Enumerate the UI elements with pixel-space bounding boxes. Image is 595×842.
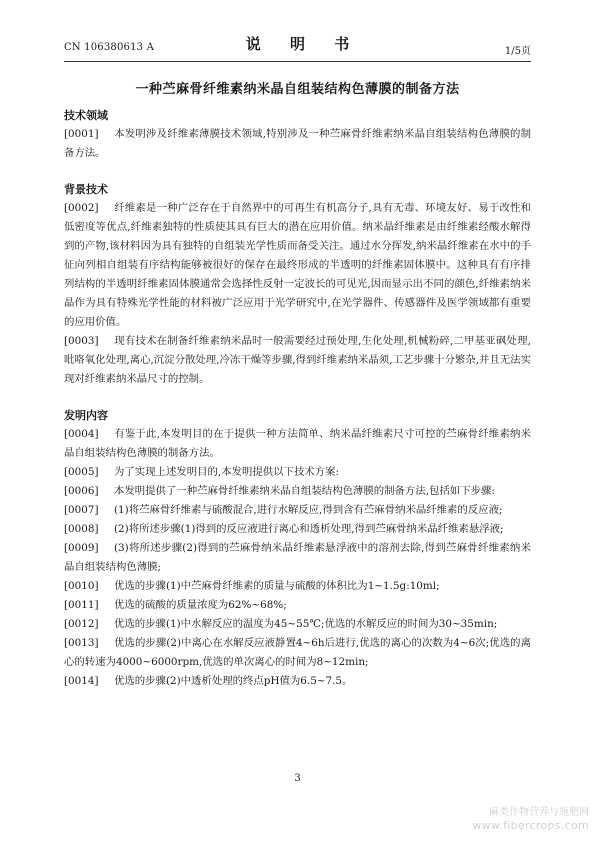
paragraph-number: [0008] [64,523,99,535]
paragraph-number: [0004] [64,428,99,440]
paragraph-number: [0012] [64,618,99,630]
paragraph [64,520,531,539]
paragraph-number: [0001] [64,128,99,140]
watermark-site-name: 麻类作物营养与施肥网 [489,807,589,818]
paragraph-number: [0010] [64,580,99,592]
document-title: 一种苎麻骨纤维素纳米晶自组装结构色薄膜的制备方法 [135,82,460,97]
section-heading-invention: 发明内容 [64,409,108,422]
header-divider [64,61,531,62]
paragraph-number: [0007] [64,504,99,516]
site-watermark [472,806,589,832]
paragraph-text: 优选的步骤(2)中离心在水解反应液静置4~6h后进行,优选的离心的次数为4~6次;优选的离心的转速为4000~6000rpm,优选的单次离心的时间为8~12min; [64,637,531,668]
paragraph [64,596,531,615]
paragraph [64,463,531,482]
paragraph-text: (2)将所述步骤(1)得到的反应液进行离心和透析处理,得到苎麻骨纳米晶纤维素悬浮液; [114,523,504,535]
paragraph-number: [0002] [64,202,99,214]
document-type: 说 明 书 [245,35,362,53]
paragraph-text: 有鉴于此,本发明目的在于提供一种方法简单、纳米晶纤维素尺寸可控的苎麻骨纤维素纳米晶自组装结构色薄膜的制备方法。 [64,428,531,459]
paragraph-text: 本发明涉及纤维素薄膜技术领域,特别涉及一种苎麻骨纤维素纳米晶自组装结构色薄膜的制备方法。 [64,128,531,159]
page-number: 3 [294,773,301,784]
publication-number: CN 106380613 A [64,42,155,53]
paragraph [64,577,531,596]
paragraph [64,672,531,691]
watermark-url: www.fibercrops.com [472,819,589,832]
paragraph-text: 优选的步骤(2)中透析处理的终点pH值为6.5~7.5。 [114,675,353,687]
paragraph-text: 纤维素是一种广泛存在于自然界中的可再生有机高分子,具有无毒、环境友好、易于改性和低密度等优点,纤维素独特的性质使其具有巨大的潜在应用价值。纳米晶纤维素是由纤维素经酸水解得到的产物,该材料因为具有独特的自组装光学性质而备受关注。通过水分挥发,纳米晶纤维素在水中的手征向列相自组装有序结构能够被很好的保存在最终形成的半透明的纤维素固体膜中。这种具有有序排列结构的半透明纤维素固体膜通常会选择性反射一定波长的可见光,因而显示出不同的颜色,纤维素纳米晶作为具有特殊光学性能的材料被广泛应用于光学研究中,在光学器件、传感器件及医学领域都有重要的应用价值。 [64,202,531,328]
paragraph [64,634,531,672]
paragraph [64,615,531,634]
paragraph-text: 现有技术在制备纤维素纳米晶时一般需要经过预处理,生化处理,机械粉碎,二甲基亚砜处理,吡咯氧化处理,离心,沉淀分散处理,冷冻干燥等步骤,得到纤维素纳米晶须,工艺步骤十分繁杂,并且无法实现对纤维素纳米晶尺寸的控制。 [64,335,531,385]
paragraph [64,482,531,501]
paragraph [64,501,531,520]
paragraph-number: [0013] [64,637,99,649]
paragraph-number: [0014] [64,675,99,687]
paragraph [64,125,531,163]
paragraph-text: 优选的步骤(1)中水解反应的温度为45~55℃;优选的水解反应的时间为30~35min; [114,618,498,630]
paragraph [64,425,531,463]
page-indicator: 1/5页 [504,46,531,57]
paragraph-number: [0003] [64,335,99,347]
paragraph-text: (1)将苎麻骨纤维素与硫酸混合,进行水解反应,得到含有苎麻骨纳米晶纤维素的反应液; [114,504,503,516]
page-header [64,32,531,62]
paragraph-text: 优选的硫酸的质量浓度为62%~68%; [114,599,287,611]
paragraph-text: (3)将所述步骤(2)得到的苎麻骨纳米晶纤维素悬浮液中的溶剂去除,得到苎麻骨纤维素纳米晶自组装结构色薄膜; [64,542,531,573]
paragraph-number: [0006] [64,485,99,497]
paragraph [64,539,531,577]
paragraph [64,332,531,389]
paragraph-text: 为了实现上述发明目的,本发明提供以下技术方案: [114,466,340,478]
section-heading-background: 背景技术 [64,183,108,196]
paragraph-number: [0009] [64,542,99,554]
paragraph-number: [0005] [64,466,99,478]
paragraph-text: 优选的步骤(1)中苎麻骨纤维素的质量与硫酸的体积比为1~1.5g:10ml; [114,580,440,592]
paragraph-number: [0011] [64,599,99,611]
paragraph-text: 本发明提供了一种苎麻骨纤维素纳米晶自组装结构色薄膜的制备方法,包括如下步骤: [114,485,495,497]
document-body [64,106,531,691]
paragraph [64,199,531,332]
section-heading-tech-field: 技术领域 [64,109,108,122]
